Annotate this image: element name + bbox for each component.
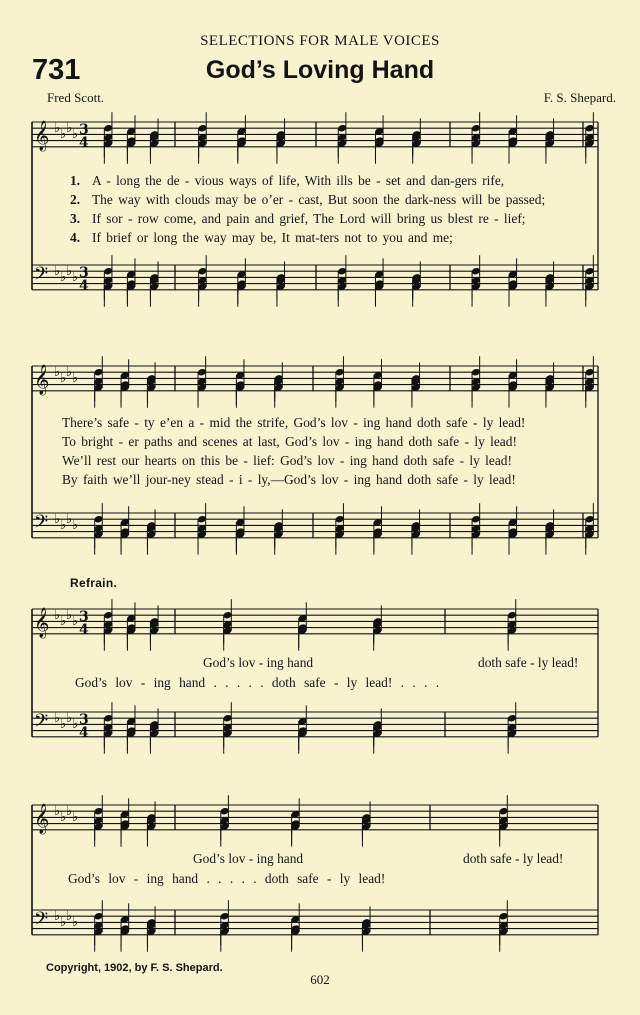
flat-icon: ♭ (54, 608, 61, 623)
refrain-lower-lyric-2: God’s lov - ing hand . . . . . doth safe - ly lead! (68, 871, 386, 886)
section-heading: SELECTIONS FOR MALE VOICES (200, 33, 440, 49)
verse-line-4: 4. If brief or long the way may be, It mat-ters not to you and me; (70, 230, 453, 245)
flat-icon: ♭ (72, 717, 79, 732)
flat-icon: ♭ (60, 915, 67, 930)
flat-icon: ♭ (72, 518, 79, 533)
page-number: 602 (310, 972, 330, 987)
refrain-upper-lyric-2b: doth safe - ly lead! (463, 851, 564, 866)
flat-icon: ♭ (54, 365, 61, 380)
hymn-title: God’s Loving Hand (205, 56, 435, 84)
verse-cont-line-3: We’ll rest our hearts on this be - lief: God’s lov - ing hand doth safe - ly lead! (62, 453, 512, 468)
flat-icon: ♭ (60, 518, 67, 533)
refrain-label: Refrain. (70, 576, 118, 590)
verse-line-3: 3. If sor - row come, and pain and grief, The Lord will bring us blest re - lief; (70, 211, 526, 226)
flat-icon: ♭ (54, 804, 61, 819)
time-signature: 4 (79, 278, 89, 294)
flat-icon: ♭ (60, 717, 67, 732)
verse-cont-line-2: To bright - er paths and scenes at last, God’s lov - ing hand doth safe - ly lead! (62, 434, 517, 449)
flat-icon: ♭ (54, 264, 61, 279)
time-signature: 4 (79, 725, 89, 741)
verse-cont-line-1: There’s safe - ty e’en a - mid the strife, God’s lov - ing hand doth safe - ly lead! (62, 415, 526, 430)
flat-icon: ♭ (66, 365, 73, 380)
flat-icon: ♭ (66, 121, 73, 136)
time-signature: 3 (79, 122, 89, 138)
flat-icon: ♭ (72, 915, 79, 930)
flat-icon: ♭ (66, 264, 73, 279)
copyright-notice: Copyright, 1902, by F. S. Shepard. (46, 962, 223, 974)
treble-clef-icon: 𝄞 (34, 365, 50, 395)
bass-clef-icon: 𝄢 (34, 909, 49, 934)
treble-clef-icon: 𝄞 (34, 804, 50, 834)
time-signature: 4 (79, 135, 89, 151)
flat-icon: ♭ (54, 121, 61, 136)
refrain-lower-lyric-1: God’s lov - ing hand . . . . . doth safe - ly lead! . . . . (75, 675, 440, 690)
time-signature: 3 (79, 609, 89, 625)
flat-icon: ♭ (66, 804, 73, 819)
flat-icon: ♭ (54, 909, 61, 924)
treble-clef-icon: 𝄞 (34, 608, 50, 638)
flat-icon: ♭ (72, 127, 79, 142)
verse-line-1: 1. A - long the de - vious ways of life, With ills be - set and dan-gers rife, (70, 173, 505, 188)
verse-cont-line-4: By faith we’ll jour-ney stead - i - ly,—God’s lov - ing hand doth safe - ly lead! (62, 472, 516, 487)
treble-clef-icon: 𝄞 (34, 121, 50, 151)
bass-clef-icon: 𝄢 (34, 264, 49, 289)
refrain-upper-lyric-1a: God’s lov - ing hand (203, 655, 314, 670)
flat-icon: ♭ (54, 711, 61, 726)
refrain-upper-lyric-2a: God’s lov - ing hand (193, 851, 304, 866)
time-signature: 3 (79, 712, 89, 728)
bass-clef-icon: 𝄢 (34, 512, 49, 537)
flat-icon: ♭ (60, 127, 67, 142)
flat-icon: ♭ (60, 270, 67, 285)
lyricist-credit: Fred Scott. (47, 90, 105, 105)
flat-icon: ♭ (72, 270, 79, 285)
flat-icon: ♭ (66, 608, 73, 623)
flat-icon: ♭ (54, 512, 61, 527)
flat-icon: ♭ (66, 711, 73, 726)
hymn-number: 731 (32, 54, 81, 86)
flat-icon: ♭ (72, 614, 79, 629)
flat-icon: ♭ (72, 810, 79, 825)
flat-icon: ♭ (66, 512, 73, 527)
flat-icon: ♭ (66, 909, 73, 924)
time-signature: 4 (79, 622, 89, 638)
verse-line-2: 2. The way with clouds may be o’er - cast, But soon the dark-ness will be passed; (70, 192, 546, 207)
time-signature: 3 (79, 265, 89, 281)
flat-icon: ♭ (60, 614, 67, 629)
refrain-upper-lyric-1b: doth safe - ly lead! (478, 655, 579, 670)
bass-clef-icon: 𝄢 (34, 711, 49, 736)
flat-icon: ♭ (60, 371, 67, 386)
flat-icon: ♭ (60, 810, 67, 825)
composer-credit: F. S. Shepard. (543, 90, 616, 105)
flat-icon: ♭ (72, 371, 79, 386)
